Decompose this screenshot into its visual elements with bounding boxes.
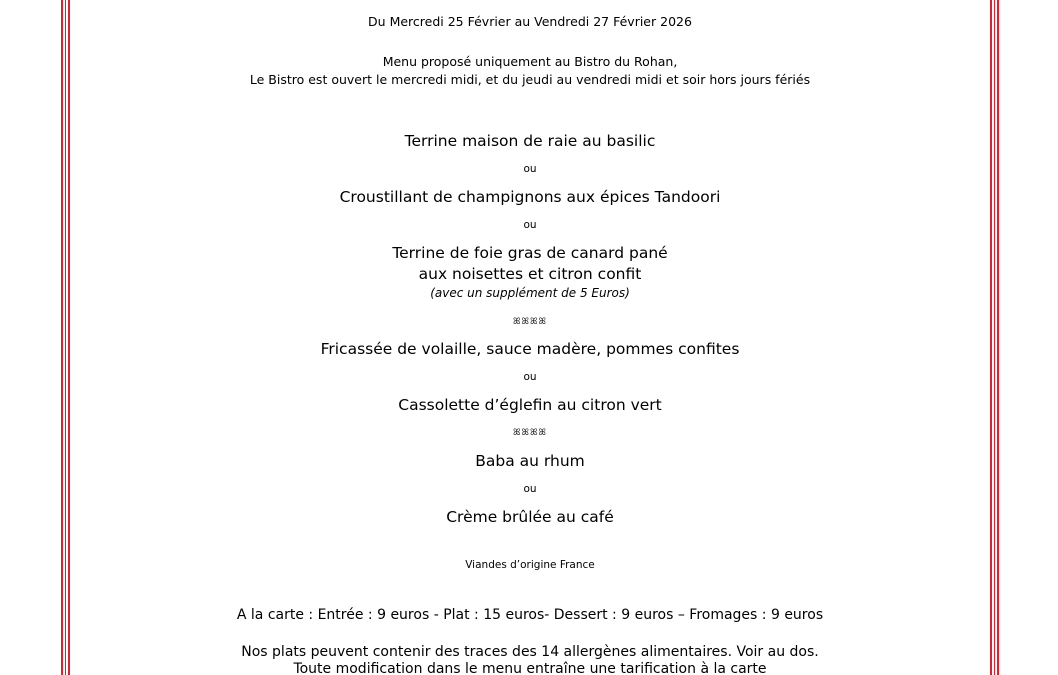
meat-origin-note: Viandes d’origine France bbox=[465, 559, 595, 571]
allergens-note: Nos plats peuvent contenir des traces des 14 allergènes alimentaires. Voir au dos. bbox=[241, 644, 819, 660]
course-separator-ornament: ꕤꕤꕤꕤ bbox=[513, 317, 547, 327]
menu-info-line-2: Le Bistro est ouvert le mercredi midi, et du jeudi au vendredi midi et soir hors jours fériés bbox=[249, 72, 811, 87]
starter-1: Terrine maison de raie au basilic bbox=[404, 132, 656, 150]
or-separator: ou bbox=[523, 163, 537, 175]
menu-dates: Du Mercredi 25 Février au Vendredi 27 Février 2026 bbox=[368, 14, 692, 29]
starter-3-supplement-note: (avec un supplément de 5 Euros) bbox=[430, 286, 630, 300]
menu-info-line-1: Menu proposé uniquement au Bistro du Rohan, bbox=[382, 54, 678, 69]
right-decorative-border bbox=[990, 0, 1002, 675]
main-1: Fricassée de volaille, sauce madère, pommes confites bbox=[320, 340, 740, 358]
starter-3-line-1: Terrine de foie gras de canard pané bbox=[392, 244, 668, 262]
or-separator: ou bbox=[523, 219, 537, 231]
or-separator: ou bbox=[523, 371, 537, 383]
or-separator: ou bbox=[523, 483, 537, 495]
dessert-2: Crème brûlée au café bbox=[446, 508, 614, 526]
course-separator-ornament: ꕤꕤꕤꕤ bbox=[513, 428, 547, 438]
a-la-carte-prices: A la carte : Entrée : 9 euros - Plat : 15 euros- Dessert : 9 euros – Fromages : 9 euros bbox=[236, 607, 824, 623]
starter-3-line-2: aux noisettes et citron confit bbox=[418, 265, 642, 283]
starter-2: Croustillant de champignons aux épices Tandoori bbox=[339, 188, 721, 206]
left-decorative-border bbox=[61, 0, 73, 675]
dessert-1: Baba au rhum bbox=[475, 452, 585, 470]
main-2: Cassolette d’églefin au citron vert bbox=[398, 396, 662, 414]
modification-note: Toute modification dans le menu entraîne une tarification à la carte bbox=[293, 661, 767, 675]
